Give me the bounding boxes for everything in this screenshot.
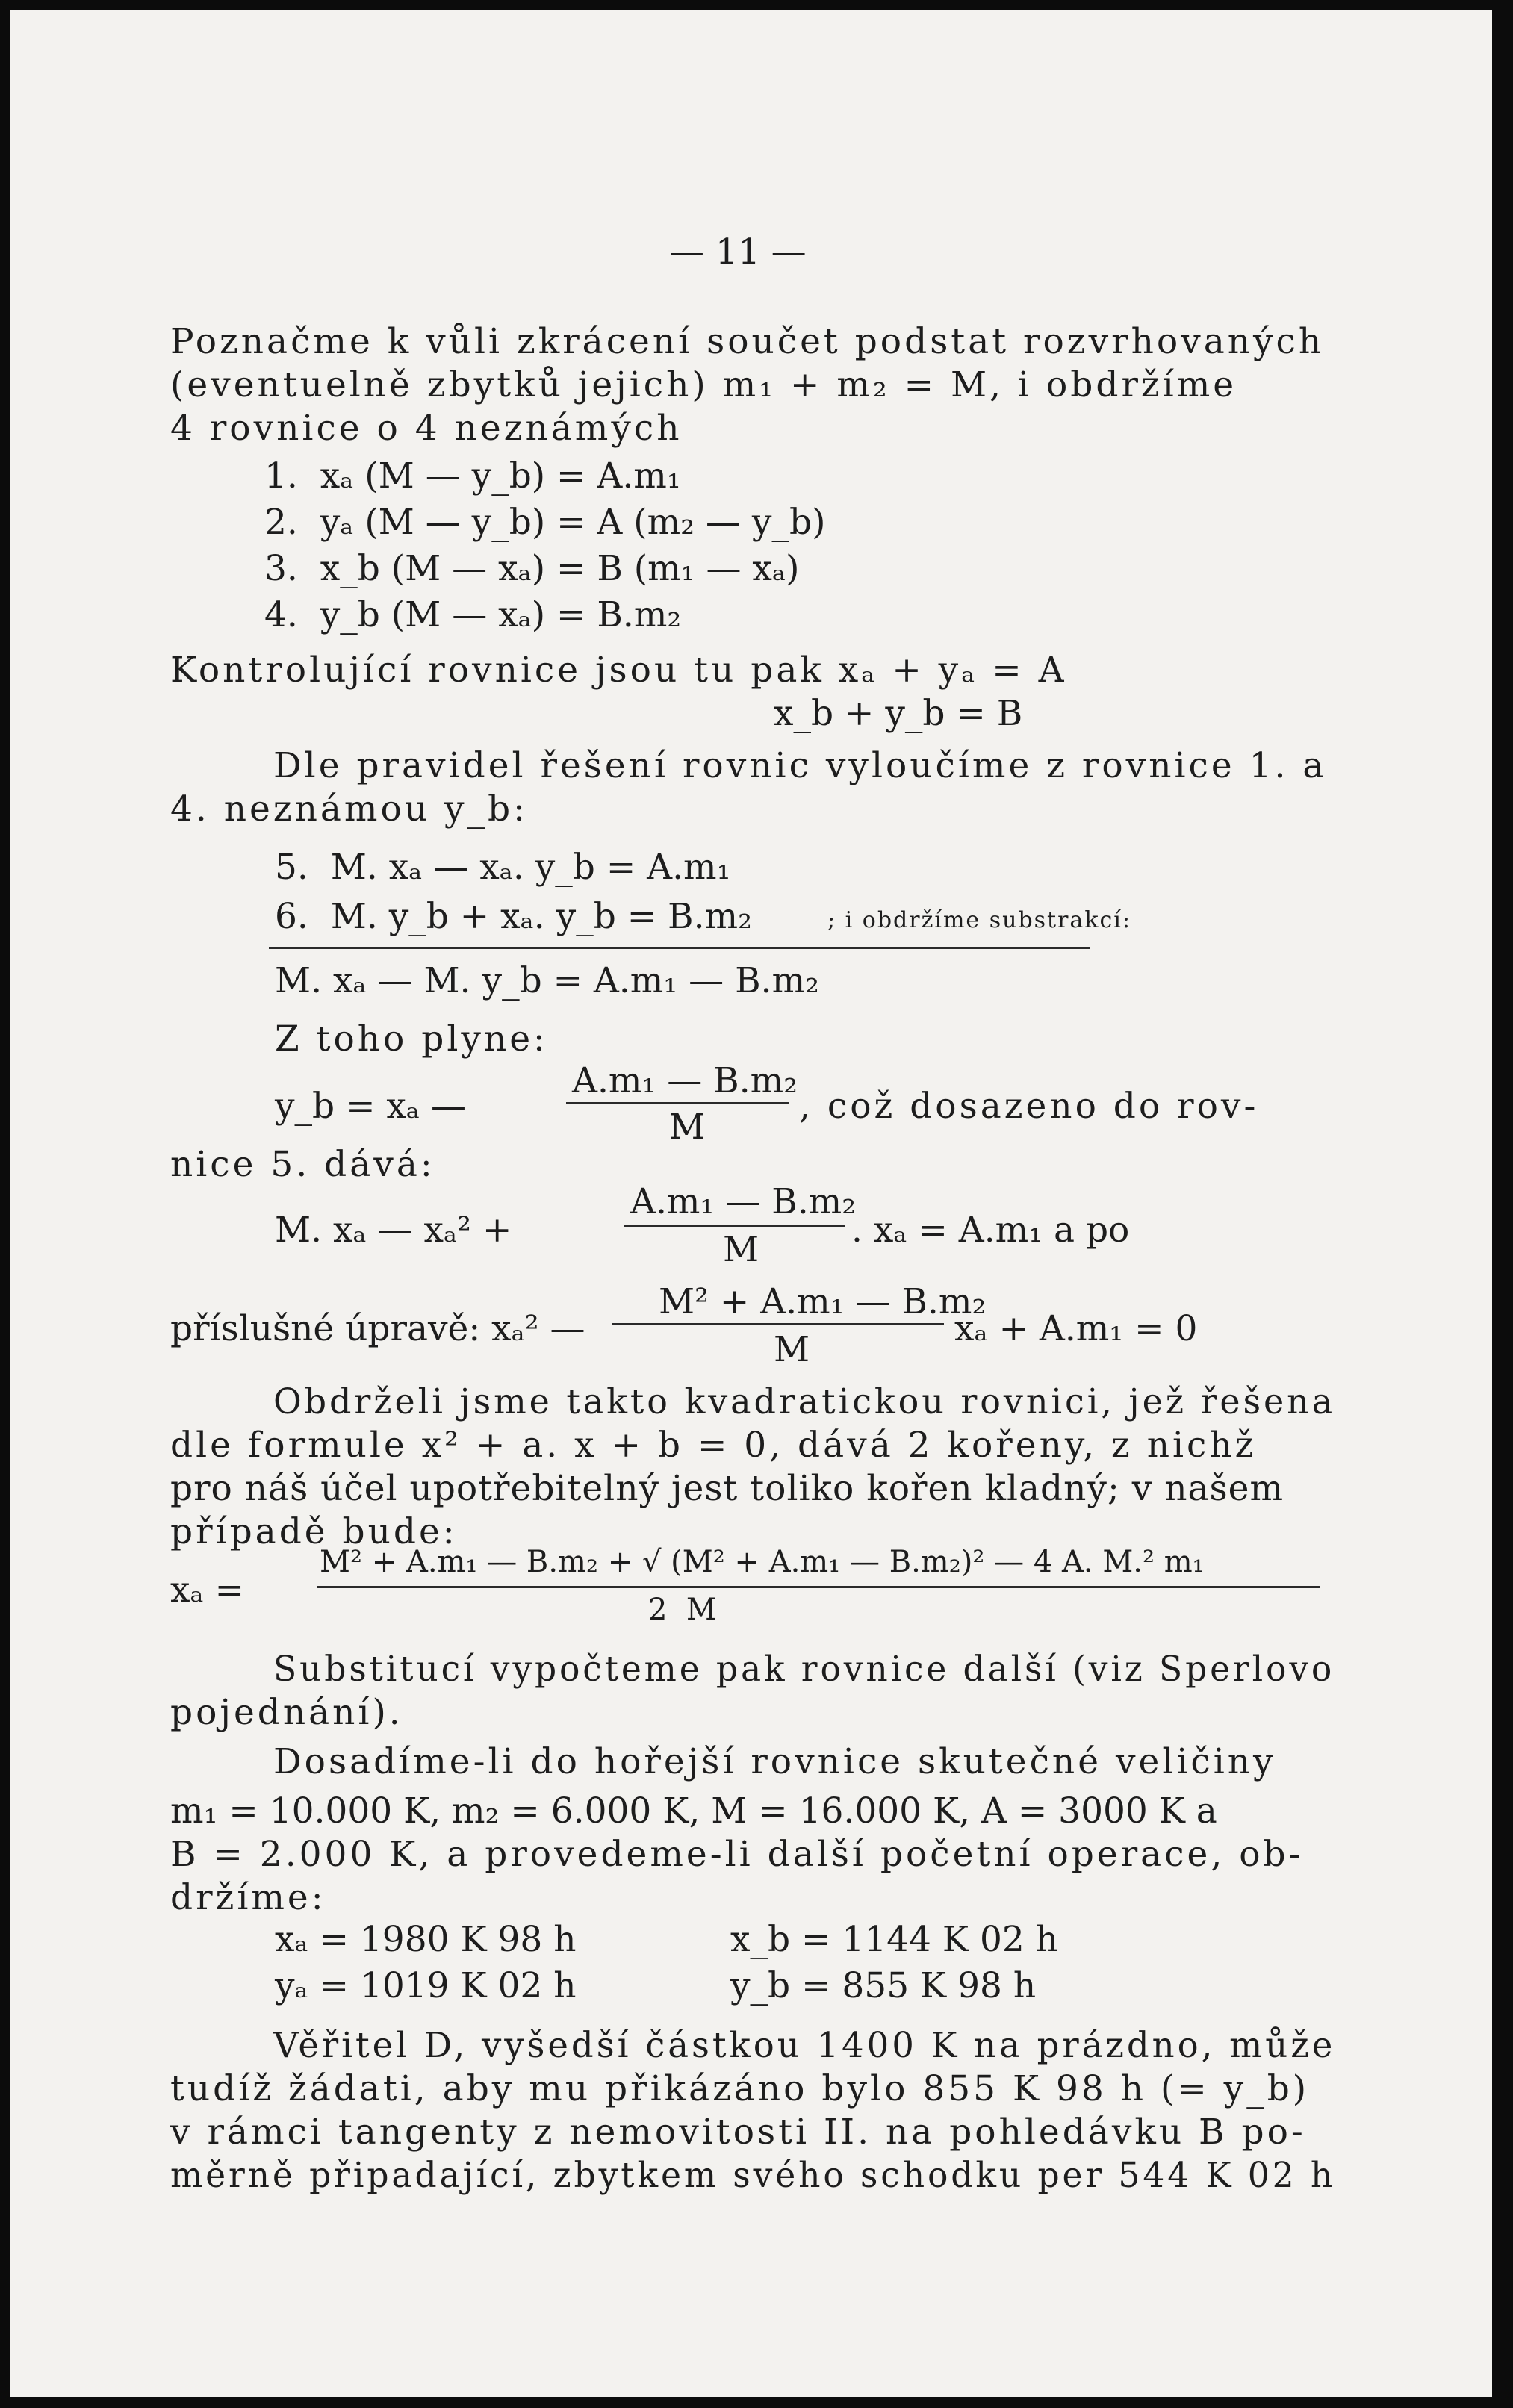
paragraph-3-line-1: Obdrželi jsme takto kvadratickou rovnici, jež řešena: [273, 1381, 1336, 1422]
paragraph-5-line-2: m₁ = 10.000 K, m₂ = 6.000 K, M = 16.000 K, A = 3000 K a: [170, 1791, 1217, 1832]
paragraph-3-line-3: pro náš účel upotřebitelný jest toliko kořen kladný; v našem: [170, 1468, 1284, 1509]
paragraph-2-line-1: Dle pravidel řešení rovnic vyloučíme z rovnice 1. a: [273, 745, 1327, 786]
book-page: [10, 10, 1492, 2397]
control-equation-b: x_b + y_b = B: [774, 693, 1023, 734]
equation-6: 6. M. y_b + xₐ. y_b = B.m₂: [275, 896, 752, 937]
quadratic-denominator: 2 M: [648, 1593, 717, 1627]
fraction-3-denominator: M: [774, 1329, 810, 1370]
equation-6-note: ; i obdržíme substrakcí:: [827, 907, 1132, 933]
uprave-lhs: příslušné úpravě: xₐ² —: [170, 1308, 585, 1349]
nice-5-dava: nice 5. dává:: [170, 1144, 435, 1185]
paragraph-6-line-1: Věřitel D, vyšedší částkou 1400 K na prázdno, může: [273, 2025, 1336, 2066]
result-xa: xₐ = 1980 K 98 h: [275, 1919, 577, 1960]
paragraph-3-line-4: případě bude:: [170, 1511, 458, 1552]
fraction-1-denominator: M: [669, 1107, 706, 1148]
paragraph-2-line-2: 4. neznámou y_b:: [170, 788, 528, 830]
result-ya: yₐ = 1019 K 02 h: [275, 1965, 577, 2006]
paragraph-4-line-2: pojednání).: [170, 1692, 403, 1733]
result-xb: x_b = 1144 K 02 h: [730, 1919, 1058, 1960]
fraction-1-numerator: A.m₁ — B.m₂: [572, 1060, 798, 1101]
fraction-3-numerator: M² + A.m₁ — B.m₂: [659, 1281, 987, 1322]
equation-4: 4. y_b (M — xₐ) = B.m₂: [264, 594, 682, 635]
quadratic-lhs: xₐ =: [170, 1569, 244, 1611]
equation-1: 1. xₐ (M — y_b) = A.m₁: [264, 455, 681, 497]
page-number: — 11 —: [669, 231, 807, 273]
paragraph-6-line-4: měrně připadající, zbytkem svého schodku per 544 K 02 h: [170, 2155, 1336, 2196]
paragraph-5-line-3: B = 2.000 K, a provedeme-li další početní operace, ob-: [170, 1834, 1304, 1875]
m-lhs: M. xₐ — xₐ² +: [275, 1210, 512, 1251]
fraction-2-denominator: M: [723, 1229, 759, 1270]
paragraph-1-line-1: Poznačme k vůli zkrácení součet podstat rozvrhovaných: [170, 321, 1325, 362]
control-equation-a: Kontrolující rovnice jsou tu pak xₐ + yₐ = A: [170, 650, 1067, 691]
equation-3: 3. x_b (M — xₐ) = B (m₁ — xₐ): [264, 548, 800, 589]
paragraph-1-line-3: 4 rovnice o 4 neznámých: [170, 408, 683, 449]
fraction-3-bar: [612, 1323, 944, 1325]
paragraph-1-line-2: (eventuelně zbytků jejich) m₁ + m₂ = M, i obdržíme: [170, 364, 1237, 405]
paragraph-5-line-1: Dosadíme-li do hořejší rovnice skutečné veličiny: [273, 1741, 1276, 1782]
uprave-rhs: xₐ + A.m₁ = 0: [954, 1308, 1198, 1349]
yb-rhs: , což dosazeno do rov-: [799, 1086, 1259, 1127]
yb-lhs: y_b = xₐ —: [275, 1086, 466, 1127]
paragraph-3-line-2: dle formule x² + a. x + b = 0, dává 2 kořeny, z nichž: [170, 1425, 1257, 1466]
paragraph-5-line-4: držíme:: [170, 1877, 326, 1918]
paragraph-6-line-3: v rámci tangenty z nemovitosti II. na pohledávku B po-: [170, 2112, 1306, 2153]
result-yb: y_b = 855 K 98 h: [730, 1965, 1037, 2006]
m-rhs: . xₐ = A.m₁ a po: [851, 1210, 1130, 1251]
z-toho-plyne: Z toho plyne:: [275, 1018, 548, 1060]
paragraph-4-line-1: Substitucí vypočteme pak rovnice další (viz Sperlovo: [273, 1649, 1335, 1690]
subtraction-result: M. xₐ — M. y_b = A.m₁ — B.m₂: [275, 960, 819, 1001]
equation-2: 2. yₐ (M — y_b) = A (m₂ — y_b): [264, 502, 826, 543]
equation-5: 5. M. xₐ — xₐ. y_b = A.m₁: [275, 847, 731, 888]
fraction-2-numerator: A.m₁ — B.m₂: [630, 1181, 857, 1222]
fraction-1-bar: [566, 1102, 789, 1104]
quadratic-numerator: M² + A.m₁ — B.m₂ + √ (M² + A.m₁ — B.m₂)² — 4 A. M.² m₁: [320, 1545, 1205, 1579]
paragraph-6-line-2: tudíž žádati, aby mu přikázáno bylo 855 K 98 h (= y_b): [170, 2068, 1310, 2109]
subtraction-rule: [269, 947, 1090, 949]
fraction-2-bar: [624, 1225, 845, 1227]
quadratic-bar: [317, 1586, 1320, 1588]
